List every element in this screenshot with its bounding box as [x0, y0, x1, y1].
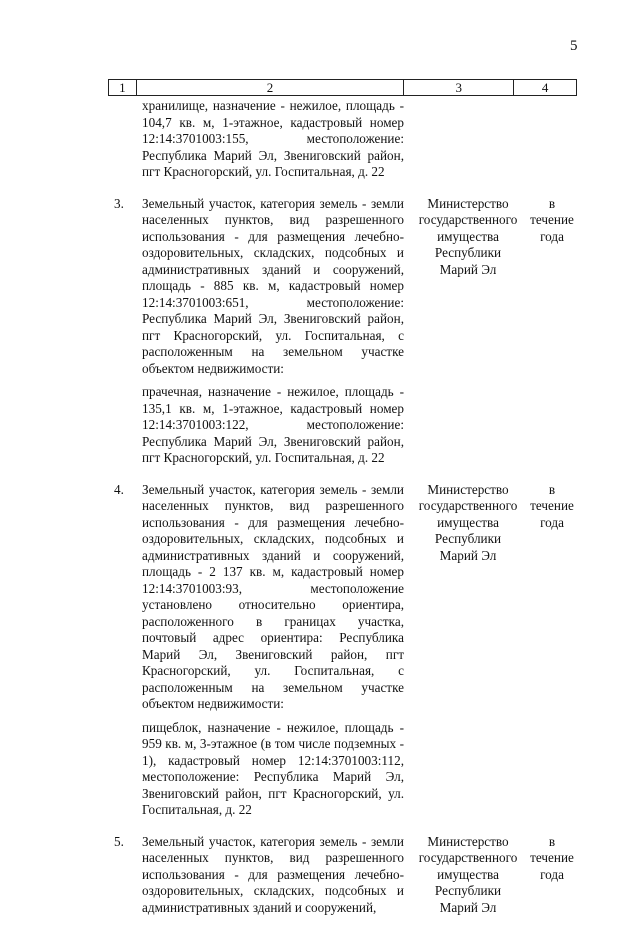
list-item — [114, 482, 594, 826]
continuation-row — [114, 98, 594, 188]
building-text: прачечная, назначение - нежилое, площадь - 135,1 кв. м, 1-этажное, кадастровый номер 12:14:3701003:122, местоположение: Республика Марий Эл, Звениговский район, пгт Красногорский, ул. Госпитальная, д. 22 — [142, 384, 404, 465]
land-plot-text: Земельный участок, категория земель - земли населенных пунктов, вид разрешенного использования - для размещения лечебно-оздоровительных, складских, подсобных и административных зданий и сооружений, площадь - 885 кв. м, кадастровый номер 12:14:3701003:651, местоположение: Республика Марий Эл, Звениговский район, пгт Красногорский, ул. Госпитальная, с расположенным на земельном участке объектом недвижимости: — [142, 195, 404, 376]
column-header-table — [108, 79, 577, 96]
deadline: в течение года — [530, 833, 574, 882]
item-number: 5. — [114, 833, 124, 849]
column-header-2: 2 — [136, 80, 403, 96]
continuation-text: хранилище, назначение - нежилое, площадь - 104,7 кв. м, 1-этажное, кадастровый номер 12:14:3701003:155, местоположение: Республика Марий Эл, Звениговский район, пгт Красногорский, ул. Госпитальная, д. 22 — [142, 98, 404, 179]
list-item — [114, 196, 594, 474]
column-header-3: 3 — [404, 80, 514, 96]
building-text: пищеблок, назначение - нежилое, площадь - 959 кв. м, 3-этажное (в том числе подземных - 1), кадастровый номер 12:14:3701003:112, местоположение: Республика Марий Эл, Звениговский район, пгт Красногорский, ул. Госпитальная, д. 22 — [142, 719, 404, 817]
item-description — [142, 834, 404, 924]
item-number: 3. — [114, 195, 124, 211]
responsible-body: Министерство государственного имущества Республики Марий Эл — [418, 481, 518, 563]
land-plot-text: Земельный участок, категория земель - земли населенных пунктов, вид разрешенного использования - для размещения лечебно-оздоровительных, складских, подсобных и административных зданий и сооружений, площадь - 2 137 кв. м, кадастровый номер 12:14:3701003:93, местоположение установлено относительно ориентира, расположенного в границах участка, почтовый адрес ориентира: Республика Марий Эл, Звениговский район, пгт Красногорский, ул. Госпитальная, с расположенным на земельном участке объектом недвижимости: — [142, 481, 404, 711]
item-description — [142, 482, 404, 826]
page-number: 5 — [570, 38, 578, 54]
list-item — [114, 834, 594, 924]
document-body — [114, 98, 594, 931]
deadline: в течение года — [530, 195, 574, 244]
item-description — [142, 98, 404, 188]
deadline: в течение года — [530, 481, 574, 530]
item-description — [142, 196, 404, 474]
land-plot-text: Земельный участок, категория земель - земли населенных пунктов, вид разрешенного использования - для размещения лечебно-оздоровительных, складских, подсобных и административных зданий и сооружений, — [142, 833, 404, 915]
item-number — [114, 98, 142, 188]
responsible-body: Министерство государственного имущества Республики Марий Эл — [418, 195, 518, 277]
column-header-4: 4 — [514, 80, 577, 96]
item-number: 4. — [114, 481, 124, 497]
responsible-body: Министерство государственного имущества Республики Марий Эл — [418, 833, 518, 915]
column-header-1: 1 — [109, 80, 137, 96]
